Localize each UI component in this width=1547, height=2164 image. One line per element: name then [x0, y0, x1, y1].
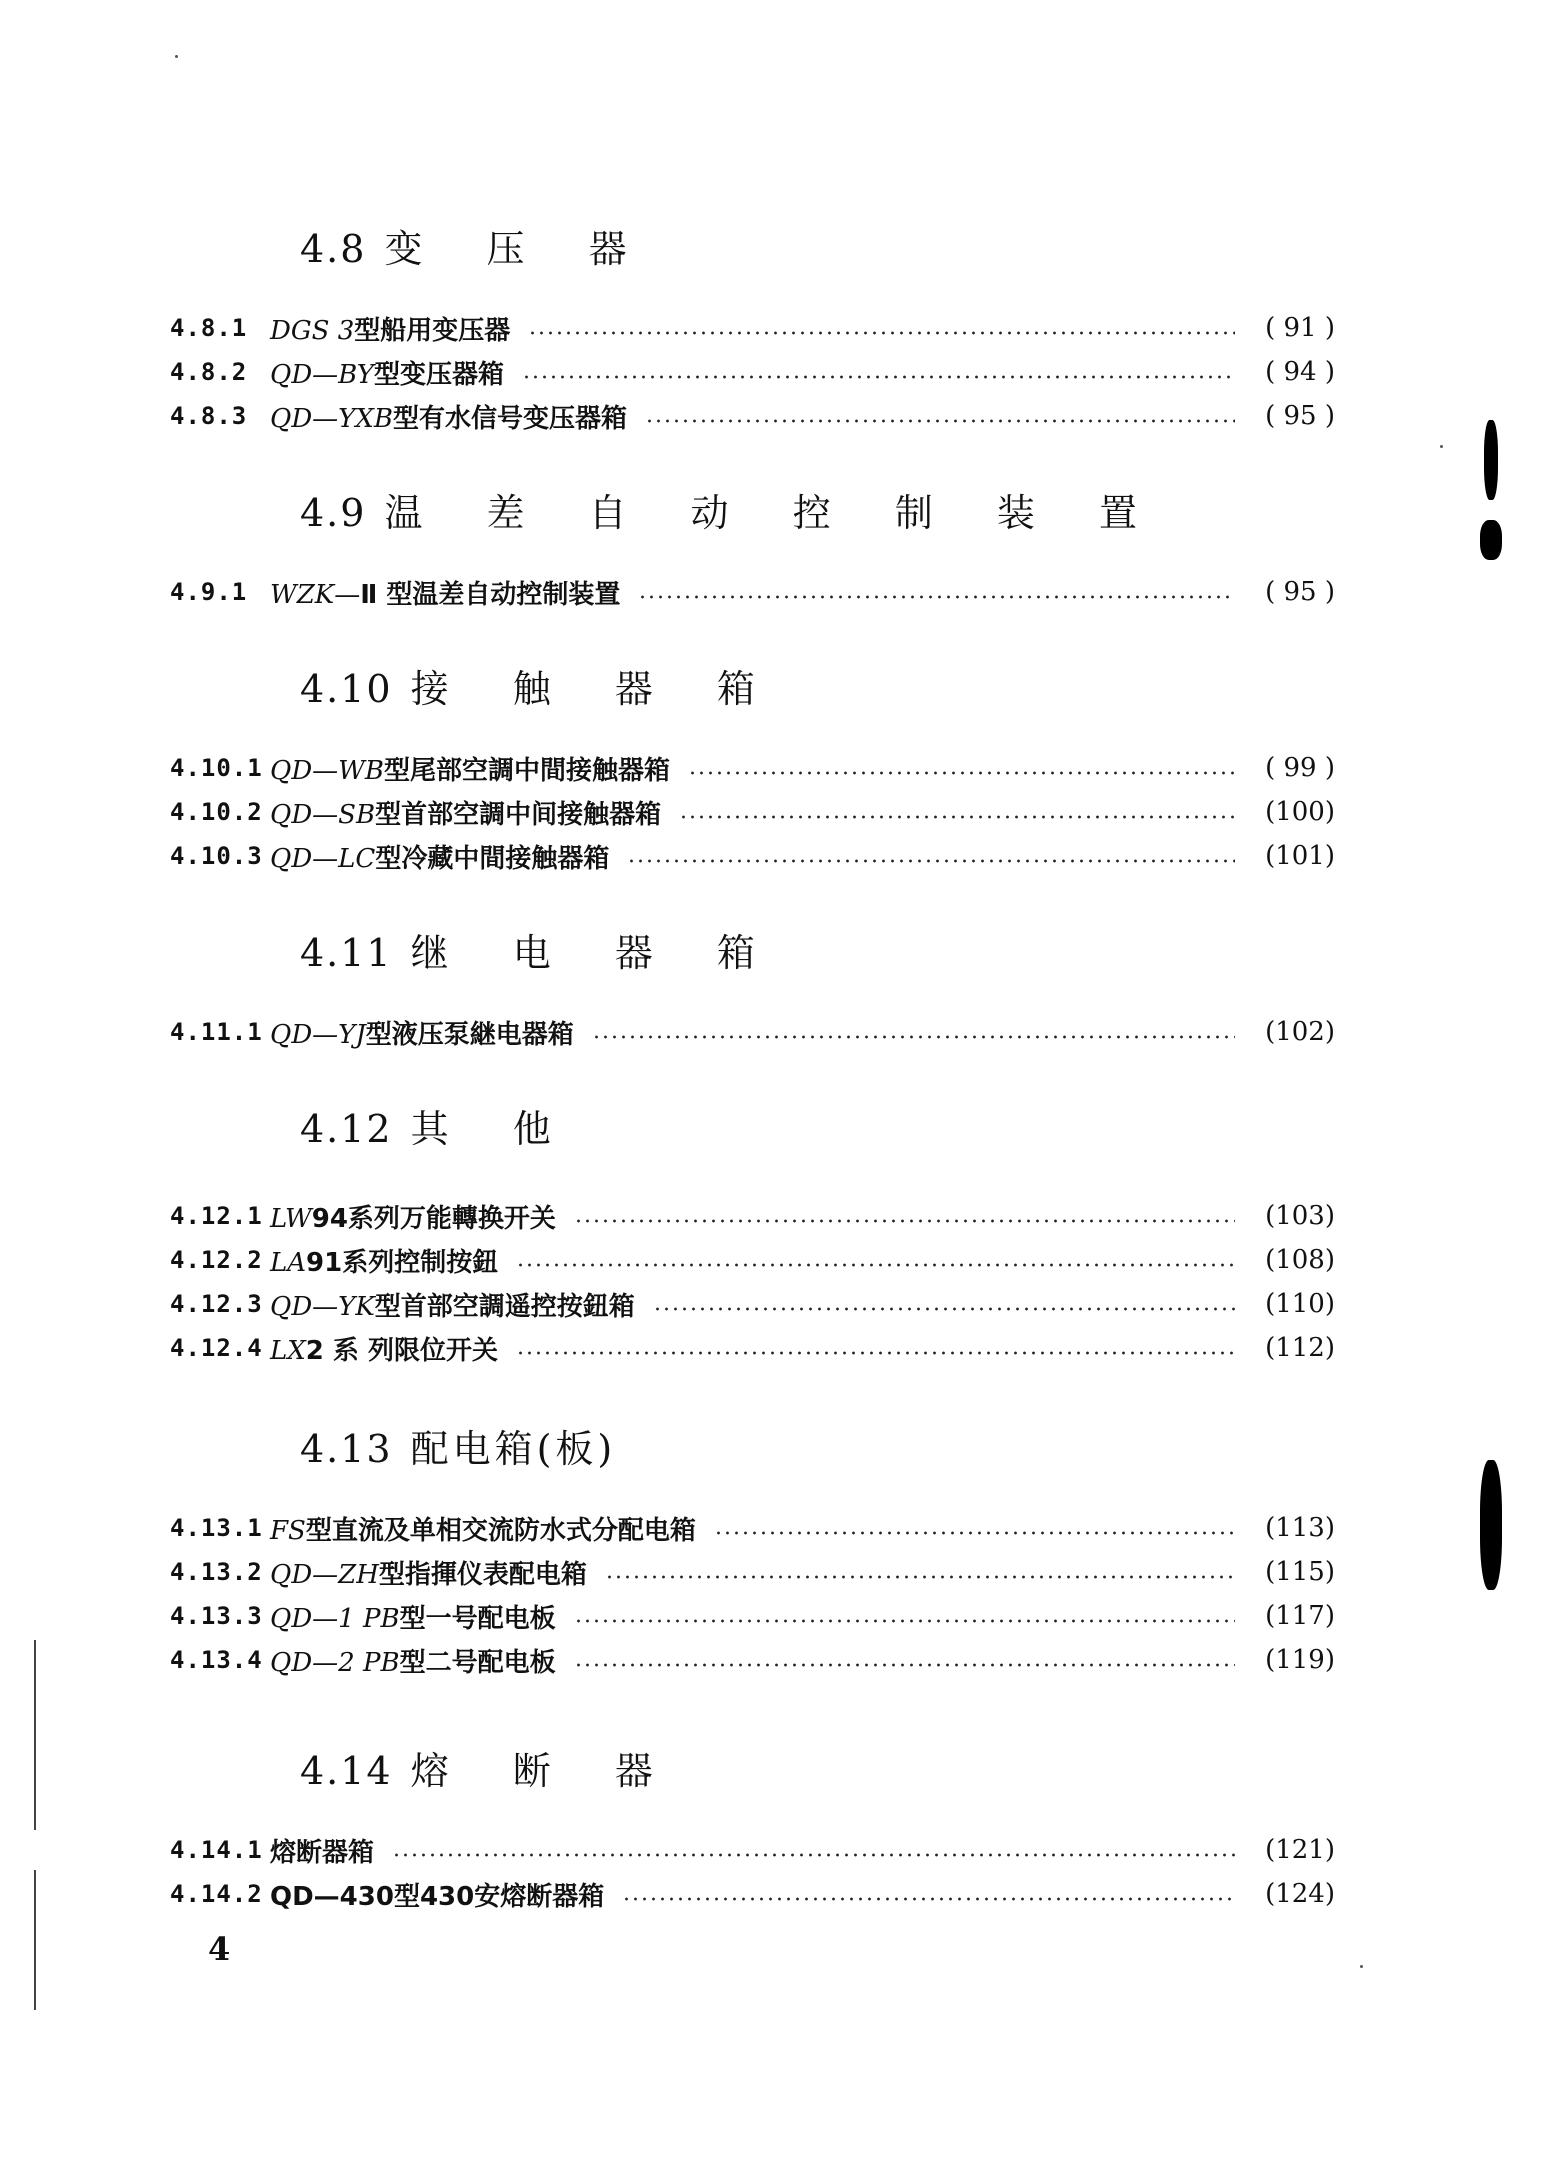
toc-entry[interactable]: 4.10.3 QD—LC型冷藏中間接触器箱 (101) — [170, 841, 1335, 874]
section-heading-4-9: 4.9 温 差 自 动 控 制 装 置 — [300, 491, 1163, 535]
section-heading-4-10: 4.10 接 触 器 箱 — [300, 667, 781, 711]
section-heading-4-11: 4.11 继 电 器 箱 — [300, 931, 781, 975]
leader-dots — [522, 375, 1235, 379]
leader-dots — [574, 1219, 1235, 1223]
leader-dots — [516, 1351, 1235, 1355]
scan-margin-line — [34, 1640, 36, 1830]
leader-dots — [516, 1263, 1235, 1267]
leader-dots — [679, 815, 1235, 819]
page-number: 4 — [208, 1930, 231, 1968]
leader-dots — [638, 595, 1235, 599]
toc-entry[interactable]: 4.9.1 WZK—Ⅱ 型温差自动控制装置 ( 95 ) — [170, 577, 1335, 610]
toc-entry[interactable]: 4.12.3 QD—YK型首部空調遥控按鈕箱 (110) — [170, 1289, 1335, 1322]
toc-entry[interactable]: 4.10.1 QD—WB型尾部空調中間接触器箱 ( 99 ) — [170, 753, 1335, 786]
section-heading-4-8: 4.8 变 压 器 — [300, 227, 653, 271]
toc-entry[interactable]: 4.13.3 QD—1 PB型一号配电板 (117) — [170, 1601, 1335, 1634]
toc-entry[interactable]: 4.10.2 QD—SB型首部空調中间接触器箱 (100) — [170, 797, 1335, 830]
leader-dots — [653, 1307, 1235, 1311]
toc-entry[interactable]: 4.13.1 FS型直流及单相交流防水式分配电箱 (113) — [170, 1513, 1335, 1546]
toc-entry[interactable]: 4.12.4 LX2 系 列限位开关 (112) — [170, 1333, 1335, 1366]
leader-dots — [574, 1663, 1235, 1667]
leader-dots — [592, 1035, 1235, 1039]
toc-entry[interactable]: 4.8.1 DGS 3型船用变压器 ( 91 ) — [170, 313, 1335, 346]
toc-entry[interactable]: 4.8.3 QD—YXB型有水信号变压器箱 ( 95 ) — [170, 401, 1335, 434]
leader-dots — [528, 331, 1235, 335]
section-heading-4-13: 4.13 配电箱(板) — [300, 1427, 617, 1471]
toc-entry[interactable]: 4.11.1 QD—YJ型液压泵継电器箱 (102) — [170, 1017, 1335, 1050]
leader-dots — [688, 771, 1235, 775]
scan-speck — [1440, 445, 1443, 448]
leader-dots — [714, 1531, 1235, 1535]
leader-dots — [622, 1897, 1235, 1901]
toc-entry[interactable]: 4.12.2 LA91系列控制按鈕 (108) — [170, 1245, 1335, 1278]
ink-blot — [1484, 420, 1498, 500]
leader-dots — [392, 1853, 1235, 1857]
ink-blot — [1480, 1460, 1502, 1590]
leader-dots — [605, 1575, 1235, 1579]
leader-dots — [645, 419, 1235, 423]
toc-entry[interactable]: 4.13.2 QD—ZH型指揮仪表配电箱 (115) — [170, 1557, 1335, 1590]
toc-entry[interactable]: 4.8.2 QD—BY型变压器箱 ( 94 ) — [170, 357, 1335, 390]
leader-dots — [627, 859, 1235, 863]
toc-entry[interactable]: 4.14.1 熔断器箱 (121) — [170, 1835, 1335, 1868]
scan-speck — [175, 55, 178, 58]
scan-speck — [1360, 1965, 1363, 1968]
section-heading-4-12: 4.12 其 他 — [300, 1107, 577, 1151]
toc-entry[interactable]: 4.13.4 QD—2 PB型二号配电板 (119) — [170, 1645, 1335, 1678]
scan-margin-line — [34, 1870, 36, 2010]
toc-entry[interactable]: 4.12.1 LW94系列万能轉换开关 (103) — [170, 1201, 1335, 1234]
ink-blot — [1480, 520, 1502, 560]
toc-entry[interactable]: 4.14.2 QD—430型430安熔断器箱 (124) — [170, 1879, 1335, 1912]
section-heading-4-14: 4.14 熔 断 器 — [300, 1749, 679, 1793]
leader-dots — [574, 1619, 1235, 1623]
